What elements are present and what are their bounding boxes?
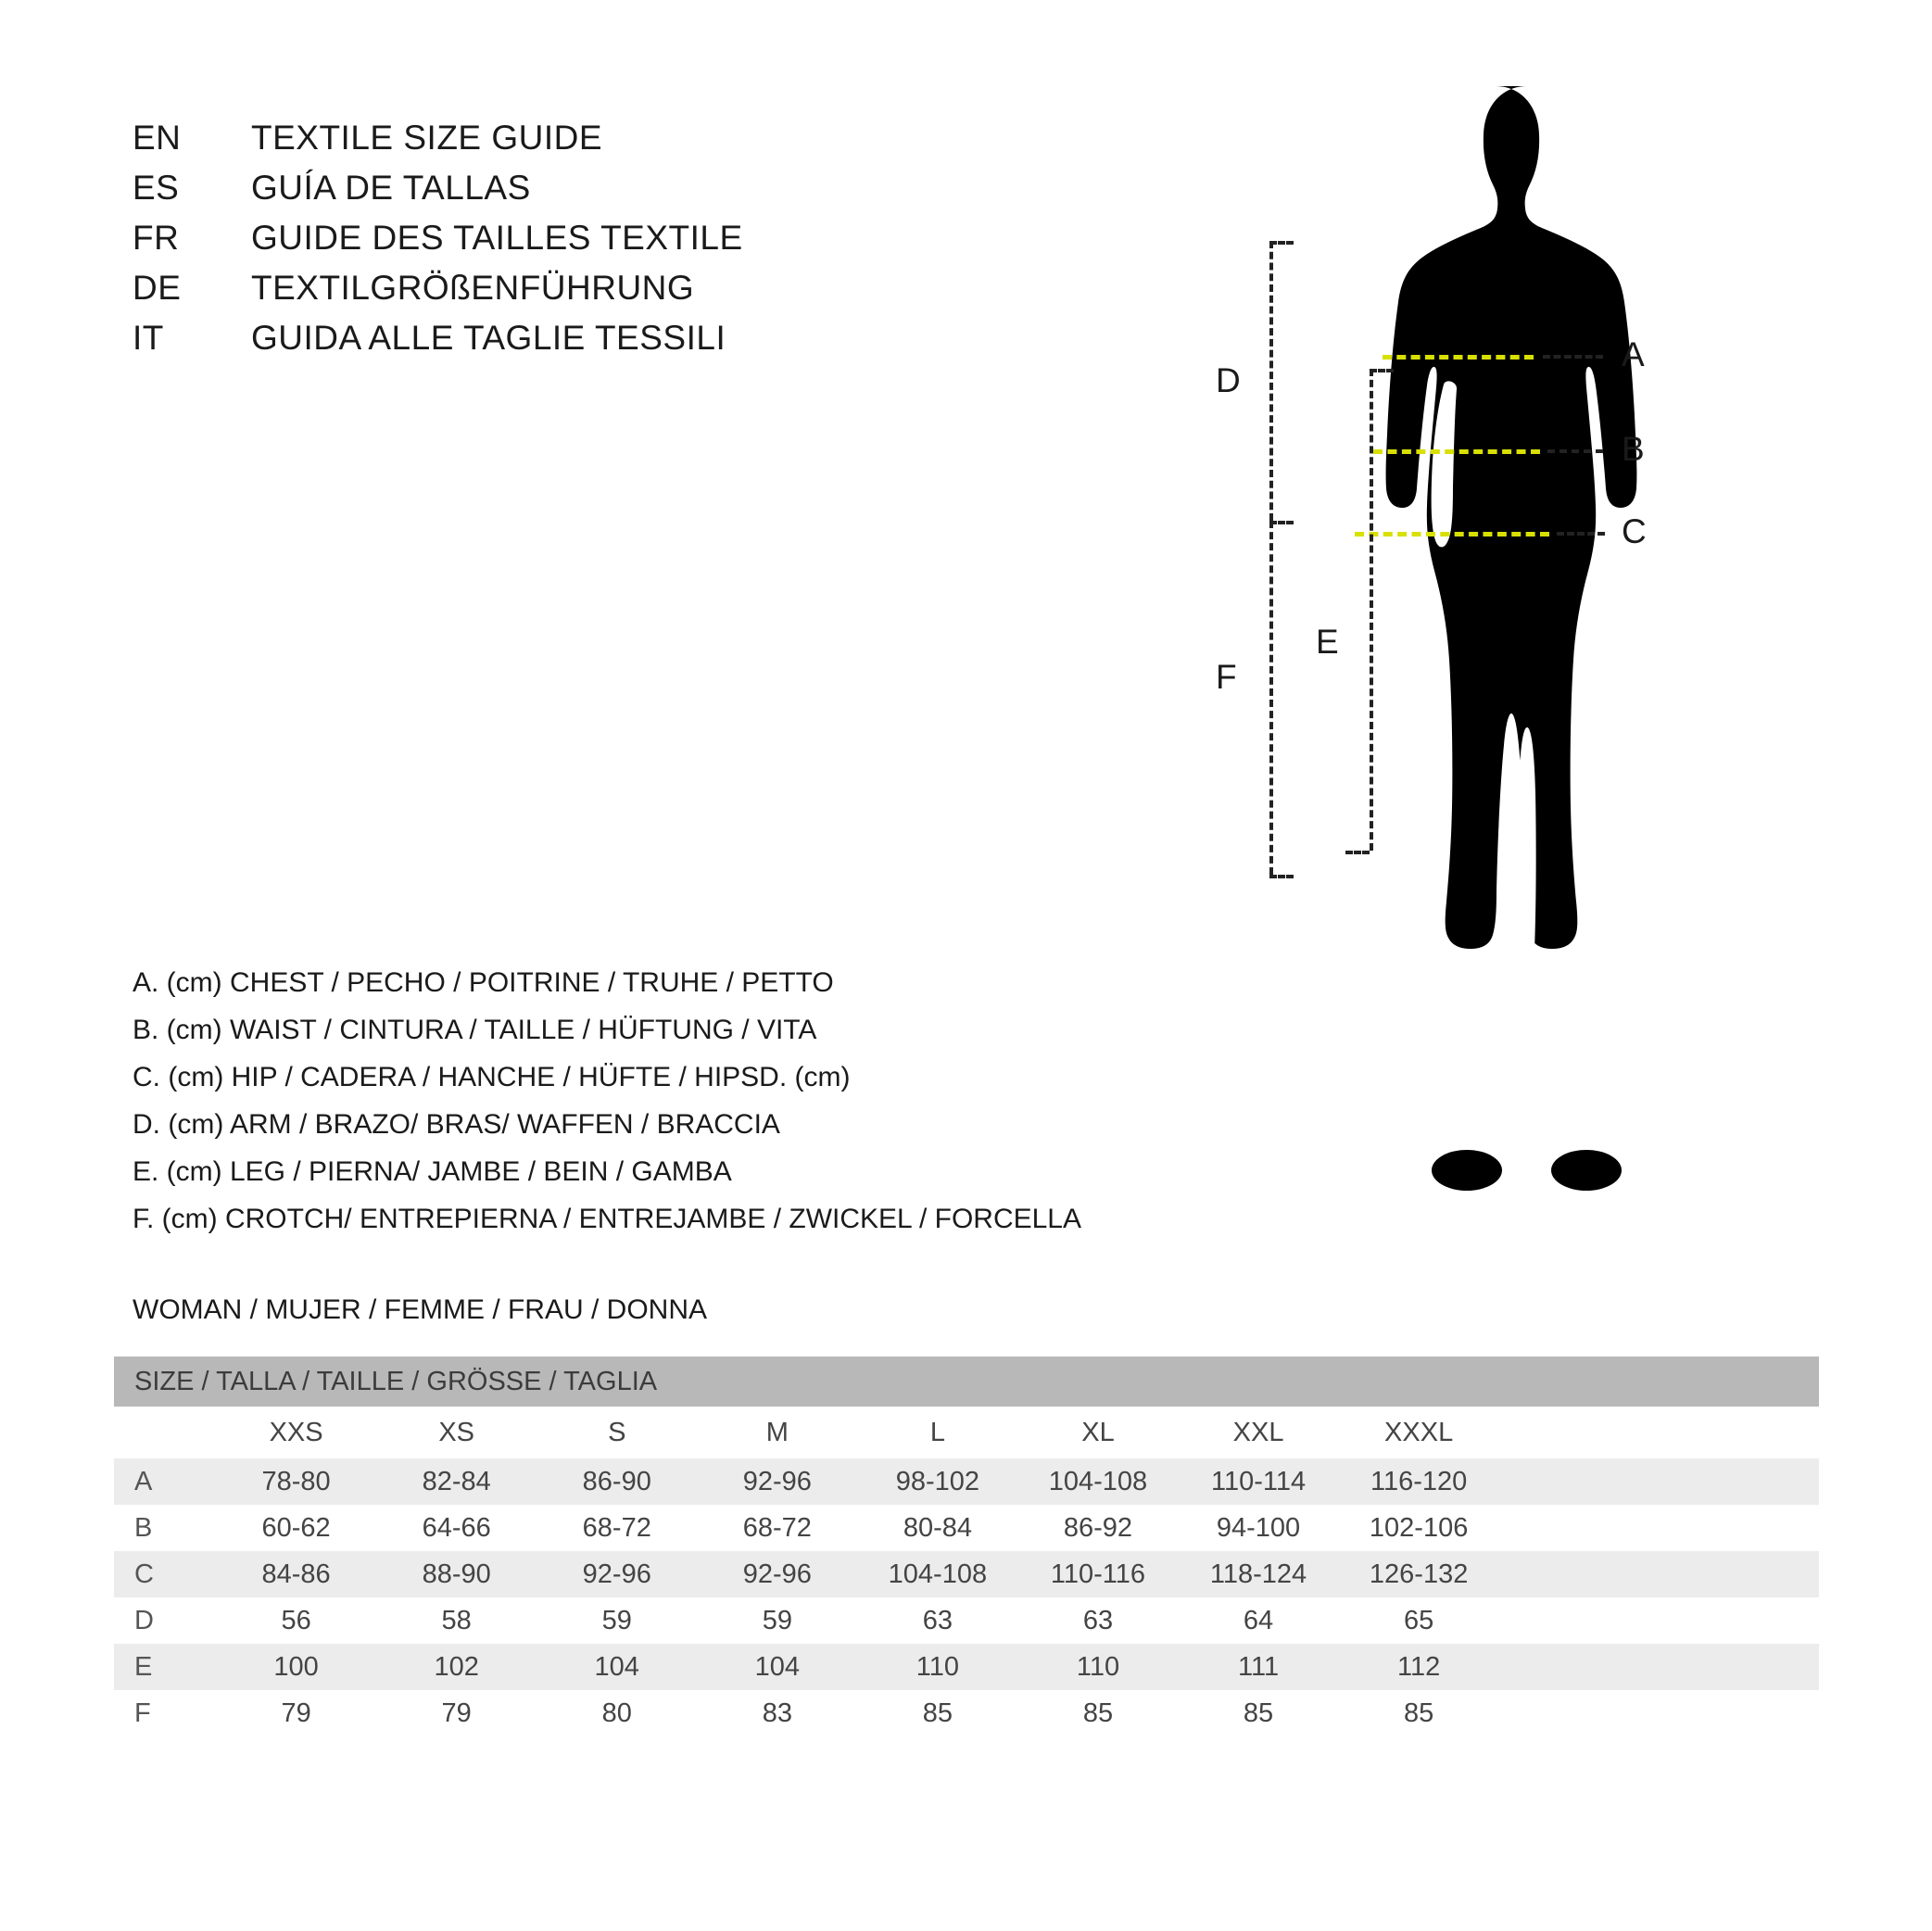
cell-a-m: 92-96 xyxy=(697,1458,857,1505)
hip-leader-line xyxy=(1557,532,1605,536)
crotch-bracket-bottom-tick xyxy=(1269,875,1294,878)
size-header-m: M xyxy=(697,1407,857,1458)
cell-b-xl: 86-92 xyxy=(1017,1505,1178,1551)
table-row xyxy=(114,1458,1819,1505)
language-code: ES xyxy=(133,169,180,207)
size-table xyxy=(114,1357,1819,1736)
marker-a: A xyxy=(1622,335,1645,373)
waist-measure-line xyxy=(1373,449,1540,454)
cell-e-xxl: 111 xyxy=(1179,1644,1339,1690)
legend-item-a: A. (cm) CHEST / PECHO / POITRINE / TRUHE / PETTO xyxy=(133,967,834,998)
row-label-b: B xyxy=(114,1505,216,1551)
size-header-xxs: XXS xyxy=(216,1407,376,1458)
language-row xyxy=(133,319,874,369)
cell-f-xs: 79 xyxy=(376,1690,537,1736)
legend-item-d: D. (cm) ARM / BRAZO/ BRAS/ WAFFEN / BRACCIA xyxy=(133,1109,780,1140)
cell-c-m: 92-96 xyxy=(697,1551,857,1597)
size-header-xxl: XXL xyxy=(1179,1407,1339,1458)
waist-leader-line xyxy=(1547,449,1603,453)
cell-b-m: 68-72 xyxy=(697,1505,857,1551)
cell-e-s: 104 xyxy=(537,1644,697,1690)
cell-c-xl: 110-116 xyxy=(1017,1551,1178,1597)
row-label-c: C xyxy=(114,1551,216,1597)
legend-item-e: E. (cm) LEG / PIERNA/ JAMBE / BEIN / GAMBA xyxy=(133,1156,732,1187)
cell-d-s: 59 xyxy=(537,1597,697,1644)
table-row xyxy=(114,1644,1819,1690)
marker-d: D xyxy=(1216,361,1241,399)
marker-f: F xyxy=(1216,658,1237,696)
table-size-header-row xyxy=(114,1407,1819,1458)
cell-e-xxs: 100 xyxy=(216,1644,376,1690)
cell-b-xxxl: 102-106 xyxy=(1339,1505,1499,1551)
arm-bracket-top-tick xyxy=(1269,241,1294,245)
cell-a-xs: 82-84 xyxy=(376,1458,537,1505)
cell-f-m: 83 xyxy=(697,1690,857,1736)
table-pad-cell xyxy=(1499,1458,1819,1505)
table-pad-cell xyxy=(1499,1505,1819,1551)
cell-e-xl: 110 xyxy=(1017,1644,1178,1690)
language-row xyxy=(133,219,874,269)
table-pad-cell xyxy=(1499,1690,1819,1736)
size-header-l: L xyxy=(857,1407,1017,1458)
arm-bracket-line xyxy=(1269,241,1273,521)
cell-d-xxxl: 65 xyxy=(1339,1597,1499,1644)
marker-e: E xyxy=(1316,623,1339,661)
size-header-s: S xyxy=(537,1407,697,1458)
cell-f-l: 85 xyxy=(857,1690,1017,1736)
gender-label: WOMAN / MUJER / FEMME / FRAU / DONNA xyxy=(133,1294,707,1325)
leg-bracket-bottom-tick xyxy=(1345,851,1370,854)
language-row xyxy=(133,269,874,319)
row-label-e: E xyxy=(114,1644,216,1690)
table-row xyxy=(114,1551,1819,1597)
marker-c: C xyxy=(1622,512,1647,550)
cell-a-xxxl: 116-120 xyxy=(1339,1458,1499,1505)
cell-d-xxl: 64 xyxy=(1179,1597,1339,1644)
language-code: DE xyxy=(133,269,182,307)
cell-d-xl: 63 xyxy=(1017,1597,1178,1644)
measurement-legend xyxy=(133,959,1291,1243)
cell-e-l: 110 xyxy=(857,1644,1017,1690)
table-row xyxy=(114,1597,1819,1644)
cell-b-xxl: 94-100 xyxy=(1179,1505,1339,1551)
table-corner-cell xyxy=(114,1407,216,1458)
cell-a-xl: 104-108 xyxy=(1017,1458,1178,1505)
cell-d-xs: 58 xyxy=(376,1597,537,1644)
cell-c-xxl: 118-124 xyxy=(1179,1551,1339,1597)
cell-a-s: 86-90 xyxy=(537,1458,697,1505)
cell-f-xxxl: 85 xyxy=(1339,1690,1499,1736)
cell-f-xl: 85 xyxy=(1017,1690,1178,1736)
cell-d-m: 59 xyxy=(697,1597,857,1644)
hip-measure-line xyxy=(1355,532,1549,536)
language-title: GUIDE DES TAILLES TEXTILE xyxy=(251,219,743,257)
language-row xyxy=(133,119,874,169)
language-code: EN xyxy=(133,119,182,157)
cell-b-s: 68-72 xyxy=(537,1505,697,1551)
cell-a-xxl: 110-114 xyxy=(1179,1458,1339,1505)
cell-d-xxs: 56 xyxy=(216,1597,376,1644)
language-title: TEXTILE SIZE GUIDE xyxy=(251,119,603,157)
table-pad-cell xyxy=(1499,1551,1819,1597)
cell-f-s: 80 xyxy=(537,1690,697,1736)
cell-a-l: 98-102 xyxy=(857,1458,1017,1505)
language-title: TEXTILGRÖßENFÜHRUNG xyxy=(251,269,695,307)
table-header-band-label: SIZE / TALLA / TAILLE / GRÖSSE / TAGLIA xyxy=(114,1357,1819,1407)
crotch-bracket-line xyxy=(1269,521,1273,875)
cell-e-xs: 102 xyxy=(376,1644,537,1690)
cell-c-l: 104-108 xyxy=(857,1551,1017,1597)
table-row xyxy=(114,1505,1819,1551)
figure-diagram xyxy=(1140,56,1890,1260)
language-row xyxy=(133,169,874,219)
cell-c-xs: 88-90 xyxy=(376,1551,537,1597)
leg-bracket-top-tick xyxy=(1370,369,1394,372)
table-row xyxy=(114,1690,1819,1736)
leg-bracket-line xyxy=(1370,369,1373,851)
cell-d-l: 63 xyxy=(857,1597,1017,1644)
table-pad-cell xyxy=(1499,1597,1819,1644)
cell-a-xxs: 78-80 xyxy=(216,1458,376,1505)
legend-item-c: C. (cm) HIP / CADERA / HANCHE / HÜFTE / HIPSD. (cm) xyxy=(133,1062,851,1092)
table-pad-cell xyxy=(1499,1644,1819,1690)
table-header-band xyxy=(114,1357,1819,1407)
legend-item-b: B. (cm) WAIST / CINTURA / TAILLE / HÜFTUNG / VITA xyxy=(133,1015,817,1045)
cell-f-xxs: 79 xyxy=(216,1690,376,1736)
size-header-xxxl: XXXL xyxy=(1339,1407,1499,1458)
cell-f-xxl: 85 xyxy=(1179,1690,1339,1736)
cell-b-xs: 64-66 xyxy=(376,1505,537,1551)
woman-silhouette-icon xyxy=(1371,79,1686,1200)
language-title: GUÍA DE TALLAS xyxy=(251,169,531,207)
cell-b-l: 80-84 xyxy=(857,1505,1017,1551)
legend-item-f: F. (cm) CROTCH/ ENTREPIERNA / ENTREJAMBE / ZWICKEL / FORCELLA xyxy=(133,1204,1081,1234)
cell-e-m: 104 xyxy=(697,1644,857,1690)
size-header-xs: XS xyxy=(376,1407,537,1458)
cell-e-xxxl: 112 xyxy=(1339,1644,1499,1690)
row-label-f: F xyxy=(114,1690,216,1736)
cell-b-xxs: 60-62 xyxy=(216,1505,376,1551)
row-label-d: D xyxy=(114,1597,216,1644)
marker-b: B xyxy=(1622,430,1645,468)
chest-leader-line xyxy=(1543,355,1603,359)
cell-c-xxxl: 126-132 xyxy=(1339,1551,1499,1597)
language-code: FR xyxy=(133,219,180,257)
language-title-block xyxy=(133,119,874,369)
cell-c-s: 92-96 xyxy=(537,1551,697,1597)
chest-measure-line xyxy=(1383,355,1534,360)
table-pad-cell xyxy=(1499,1407,1819,1458)
language-title: GUIDA ALLE TAGLIE TESSILI xyxy=(251,319,726,357)
cell-c-xxs: 84-86 xyxy=(216,1551,376,1597)
language-code: IT xyxy=(133,319,164,357)
row-label-a: A xyxy=(114,1458,216,1505)
size-header-xl: XL xyxy=(1017,1407,1178,1458)
